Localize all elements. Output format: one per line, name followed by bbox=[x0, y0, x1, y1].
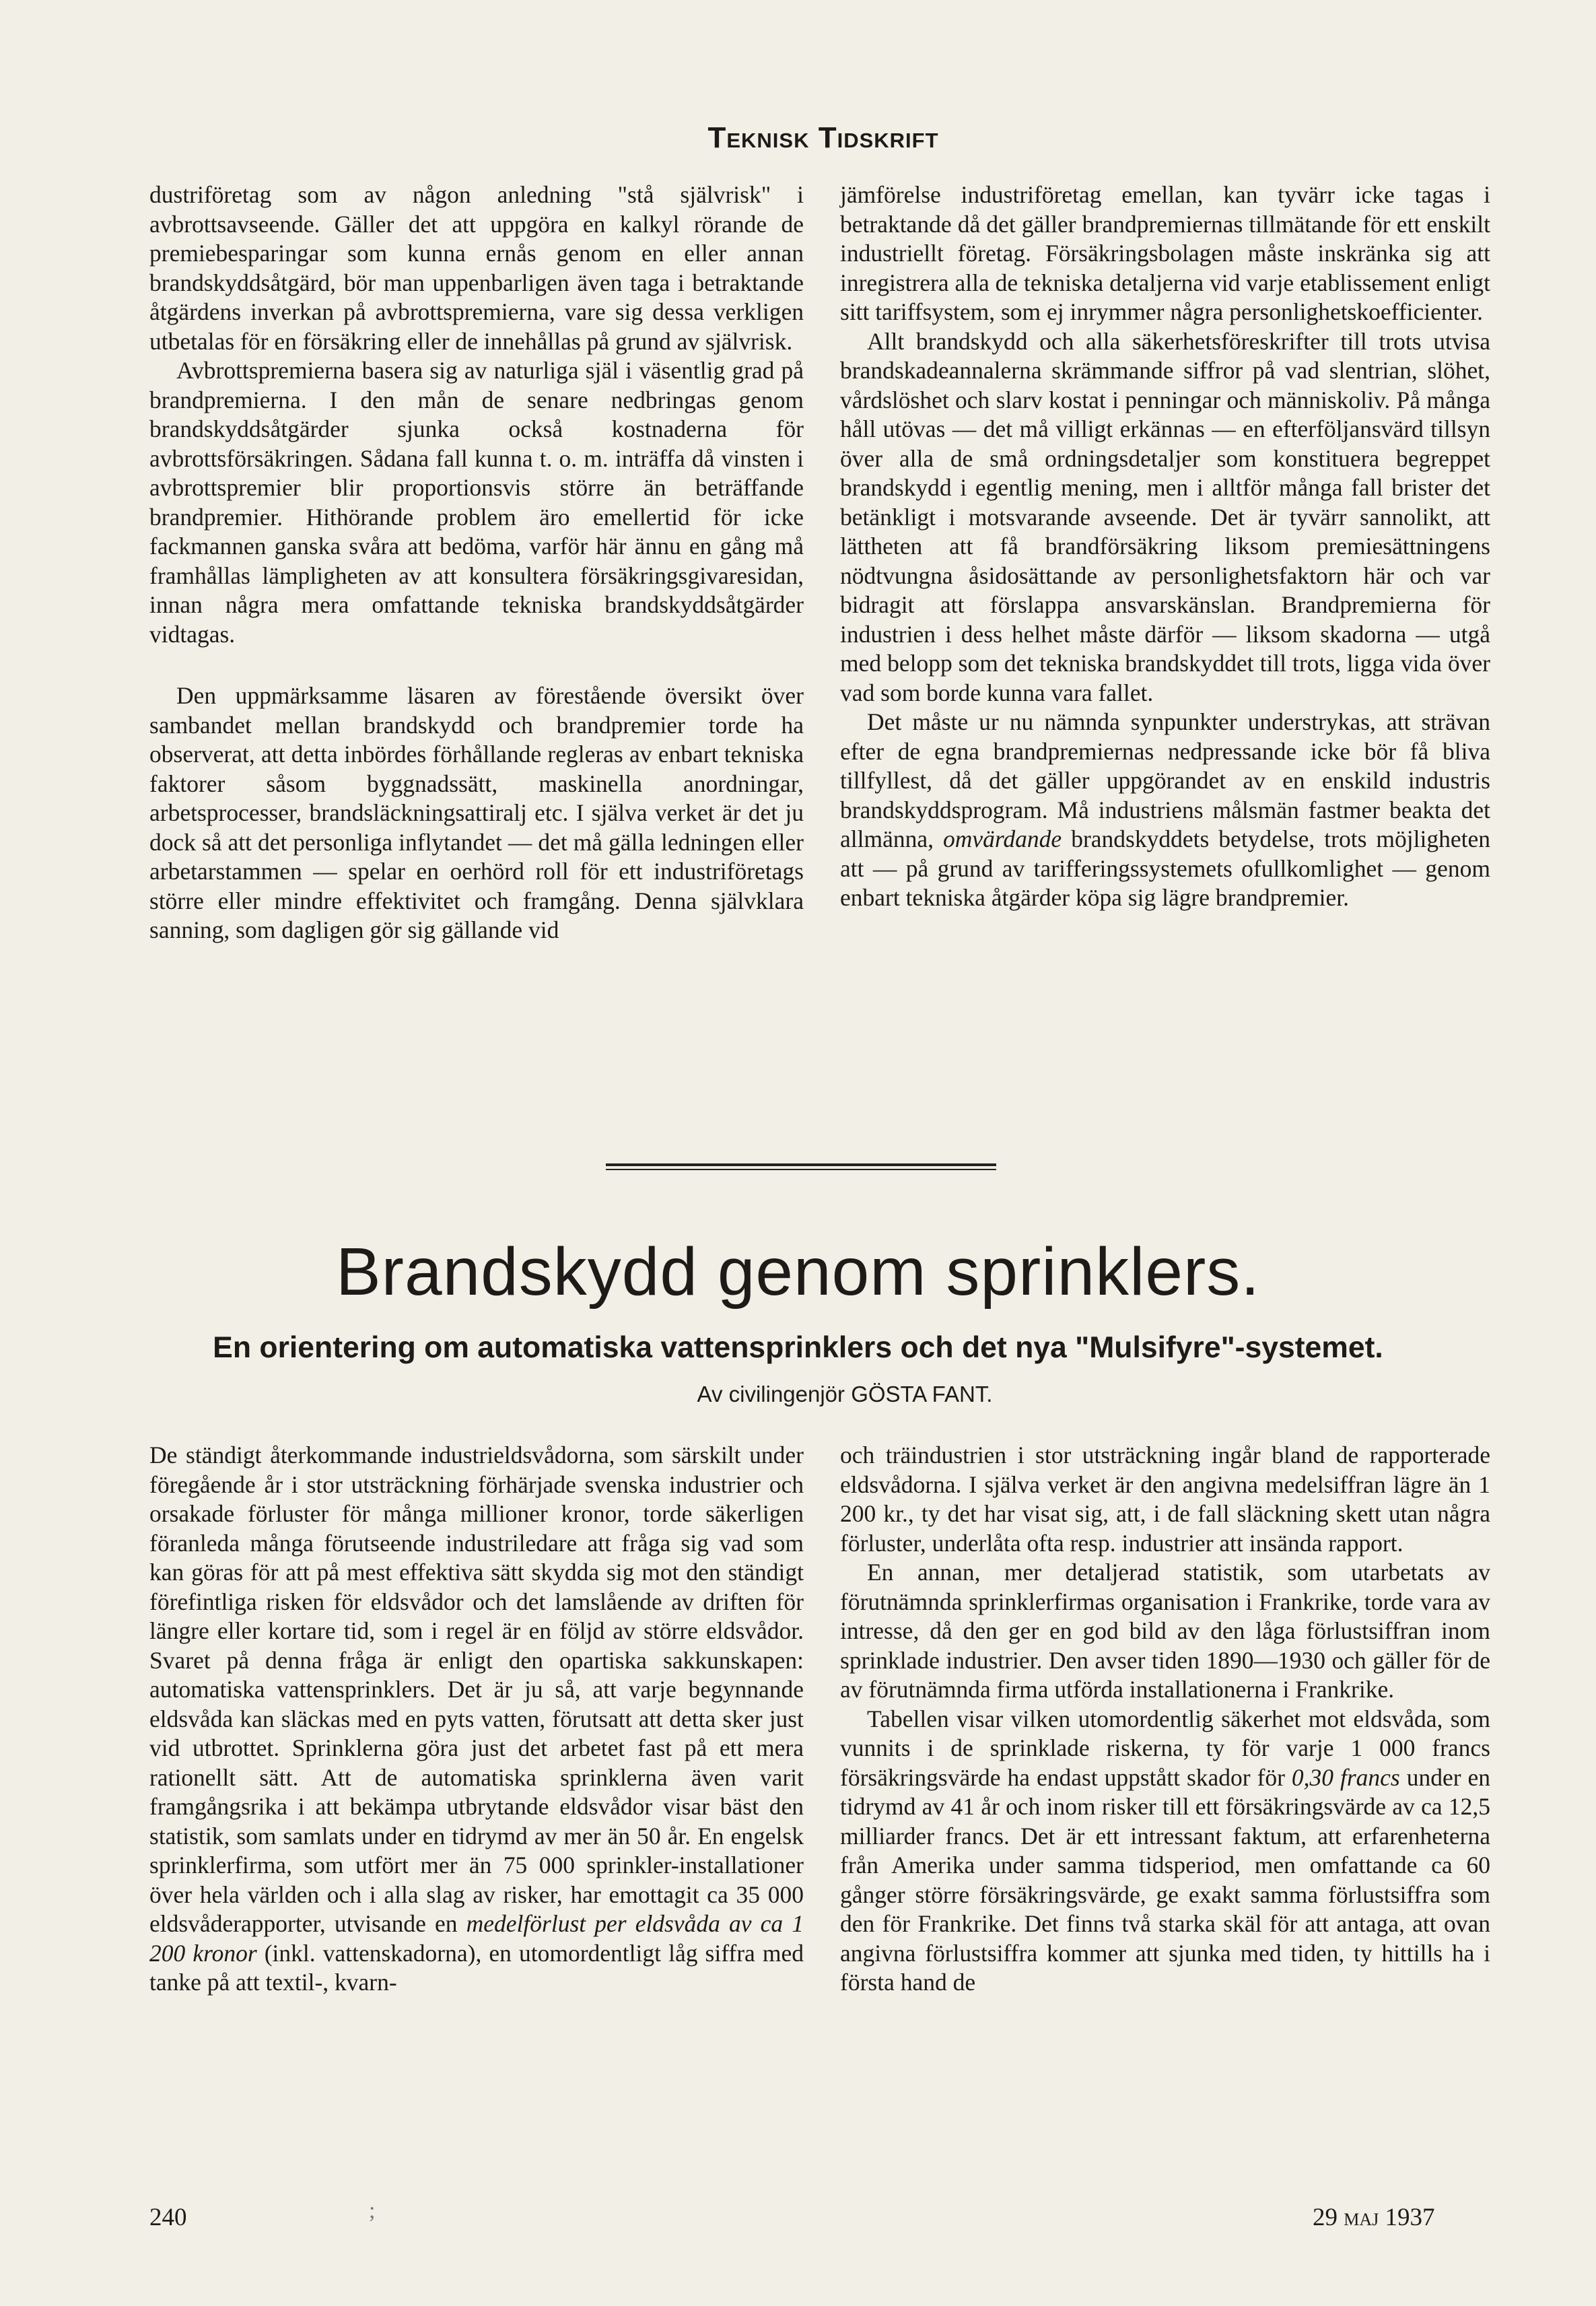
emphasis: 0,30 francs bbox=[1291, 1763, 1400, 1791]
byline: Av civilingenjör GÖSTA FANT. bbox=[697, 1382, 993, 1406]
top-left-column bbox=[149, 180, 804, 945]
top-right-column bbox=[840, 180, 1490, 913]
article-subtitle: En orientering om automatiska vattensprinklers och det nya "Mulsifyre"-systemet. bbox=[213, 1331, 1383, 1364]
paragraph: Det måste ur nu nämnda synpunkter understrykas, att strävan efter de egna brandpremiernas nedpressande icke bör få bliva tillfyllest, då det gäller uppgörandet av en enskild industris brandskyddsprogram. Må industriens målsmän fastmer beakta det allmänna, omvärdande brandskyddets betydelse, trots möjligheten att — på grund av tarifferingssystemets ofullkomlighet — genom enbart tekniska åtgärder köpa sig lägre brandpremier. bbox=[840, 708, 1490, 911]
paragraph: dustriföretag som av någon anledning "stå självrisk" i avbrottsavseende. Gäller det att uppgöra en kalkyl rörande de premiebesparingar som kunna ernås genom en eller annan brandskyddsåtgärd, bör man uppenbarligen även taga i betraktande åtgärdens inverkan på avbrottspremierna, vare sig dessa verkligen utbetalas för en försäkring eller de innehållas på grund av självrisk. bbox=[149, 181, 804, 355]
paragraph: och träindustrien i stor utsträckning ingår bland de rapporterade eldsvådorna. I själva verket är den angivna medelsiffran lägre än 1 200 kr., ty det har visat sig, att, i de fall släckning skett utan några förluster, underlåta ofta resp. industrier att insända rapport. bbox=[840, 1442, 1490, 1557]
paragraph: De ständigt återkommande industrieldsvådorna, som särskilt under föregående år i stor utsträckning förhärjade svenska industrier och orsakade förluster för många millioner kronor, torde säkerligen föranleda många förutseende industriledare att fråga sig vad som kan göras för att på mest effektiva sätt skydda sig mot den ständigt förefintliga risken för eldsvådor och det lamslående av driften för längre eller kortare tid, som i regel är en följd av större eldsvådor. Svaret på denna fråga är enligt den opartiska sakkunskapen: automatiska vattensprinklers. Det är ju så, att varje begynnande eldsvåda kan släckas med en pyts vatten, förutsatt att detta sker just vid utbrottet. Sprinklerna göra just det arbetet fast på ett mera rationellt sätt. Att de automatiska sprinklerna även varit framgångsrika i att bekämpa utbrytande eldsvådor visar bäst den statistik, som samlats under en tidrymd av mer än 50 år. En engelsk sprinklerfirma, som utfört mer än 75 000 sprinkler-installationer över hela världen och i alla slag av risker, har emottagit ca 35 000 eldsvåderapporter, utvisande en medelförlust per eldsvåda av ca 1 200 kronor (inkl. vattenskadorna), en utomordentligt låg siffra med tanke på att textil-, kvarn- bbox=[149, 1442, 804, 1996]
section-divider bbox=[606, 1163, 996, 1170]
article-title: Brandskydd genom sprinklers. bbox=[335, 1234, 1261, 1310]
emphasis: omvärdande bbox=[943, 825, 1062, 852]
paragraph: Den uppmärksamme läsaren av förestående översikt över sambandet mellan brandskydd och brandpremier torde ha observerat, att detta inbördes förhållande regleras av enbart tekniska faktorer såsom byggnadssätt, maskinella anordningar, arbetsprocesser, brandsläckningsattiralj etc. I själva verket är det ju dock så att det personliga inflytandet — det må gälla ledningen eller arbetarstammen — spelar en oerhörd roll för ett industriföretags större eller mindre effektivitet och framgång. Denna självklara sanning, som dagligen gör sig gällande vid bbox=[149, 682, 804, 943]
paragraph: Avbrottspremierna basera sig av naturliga själ i väsentlig grad på brandpremierna. I den mån de senare nedbringas genom brandskyddsåtgärder sjunka också kostnaderna för avbrottsförsäkringen. Sådana fall kunna t. o. m. inträffa då vinsten i avbrottspremier blir proportionsvis större än beträffande brandpremier. Hithörande problem äro emellertid för icke fackmannen ganska svåra att bedöma, varför här ännu en gång må framhållas lämpligheten av att konsultera försäkringsgivaresidan, innan några mera omfattande tekniska brandskyddsåtgärder vidtagas. bbox=[149, 357, 804, 648]
paragraph: Tabellen visar vilken utomordentlig säkerhet mot eldsvåda, som vunnits i de sprinklade riskerna, ty för varje 1 000 francs försäkringsvärde ha endast uppstått skador för 0,30 francs under en tidrymd av 41 år och inom risker till ett försäkringsvärde av ca 12,5 milliarder francs. Det är ett intressant faktum, att erfarenheterna från Amerika under samma tidsperiod, men omfattande ca 60 gånger större försäkringsvärde, ge exakt samma förlustsiffra som den för Frankrike. Det finns två starka skäl för att antaga, att ovan angivna förlustsiffra kommer att sjunka med tiden, ty hittills ha i första hand de bbox=[840, 1705, 1490, 1996]
issue-date: 29 maj 1937 bbox=[1313, 2204, 1435, 2231]
stray-mark: ; bbox=[369, 2198, 376, 2223]
paragraph: Allt brandskydd och alla säkerhetsföreskrifter till trots utvisa brandskadeannalerna skrämmande siffror på vad slentrian, slöhet, vårdslöshet och slarv kostat i penningar och människoliv. På många håll utövas — det må villigt erkännas — en efterföljansvärd tillsyn över alla de små ordningsdetaljer som konstituera begreppet brandskydd i egentlig mening, men i alltför många fall brister det betänkligt i motsvarande avseende. Det är tyvärr sannolikt, att lättheten att få brandförsäkring liksom premiesättningens nödtvungna åsidosättande av personlighetsfaktorn här och var bidragit att förslappa ansvarskänslan. Brandpremierna för industrien i dess helhet måste därför — liksom skadorna — utgå med belopp som det tekniska brandskyddet till trots, ligga vida över vad som borde kunna vara fallet. bbox=[840, 327, 1490, 706]
emphasis: medelförlust per eldsvåda av ca 1 200 kronor bbox=[149, 1910, 804, 1967]
journal-header: Teknisk Tidskrift bbox=[707, 121, 939, 154]
paragraph: jämförelse industriföretag emellan, kan tyvärr icke tagas i betraktande då det gäller brandpremiernas tillmätande för ett enskilt industriellt företag. Försäkringsbolagen måste inskränka sig att inregistrera alla de tekniska detaljerna vid varje etablissement enligt sitt tariffsystem, som ej inrymmer några personlighetskoefficienter. bbox=[840, 181, 1491, 325]
paragraph: En annan, mer detaljerad statistik, som utarbetats av förutnämnda sprinklerfirmas organisation i Frankrike, torde vara av intresse, då den ger en god bild av den låga förlustsiffran inom sprinklade industrier. Den avser tiden 1890—1930 och gäller för de av förutnämnda firma utförda installationerna i Frankrike. bbox=[840, 1559, 1490, 1703]
bottom-right-column bbox=[840, 1441, 1490, 1998]
page-number: 240 bbox=[149, 2204, 187, 2231]
bottom-left-column bbox=[149, 1441, 804, 1998]
